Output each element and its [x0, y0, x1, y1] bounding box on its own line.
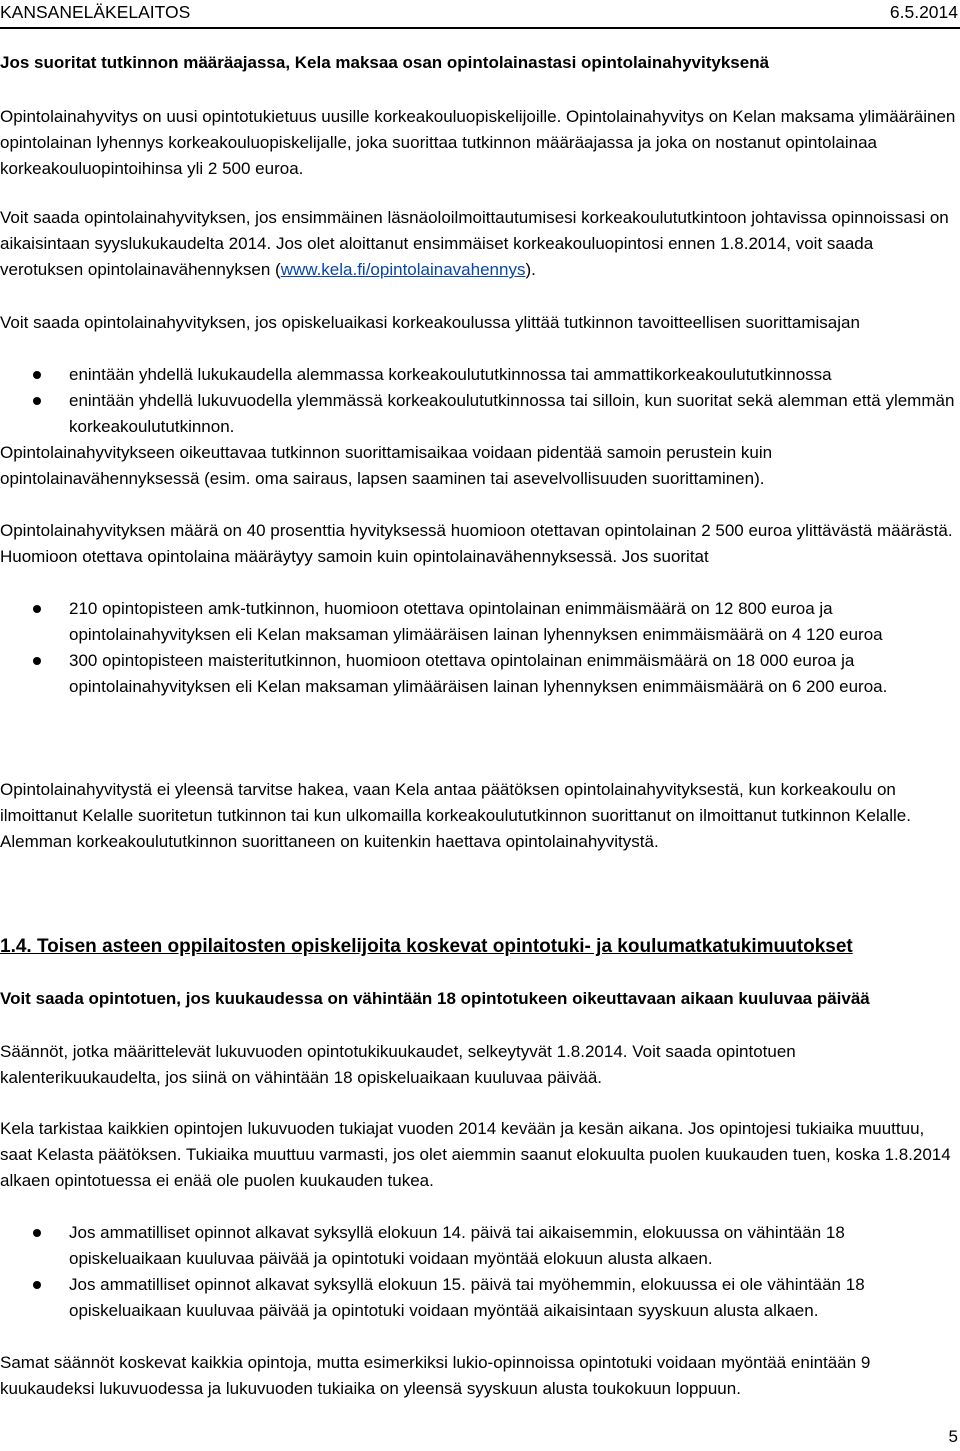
bullet-icon	[33, 397, 41, 405]
bullet-list-amounts	[0, 596, 958, 700]
bullet-icon	[33, 605, 41, 613]
header-organization: KANSANELÄKELAITOS	[0, 2, 191, 22]
paragraph-loan-credit-intro: Opintolainahyvitys on uusi opintotukietuus uusille korkeakouluopiskelijoille. Opintolainahyvitys on Kelan maksama ylimääräinen opintolainan lyhennys korkeakouluopiskelijalle, joka suorittaa tutkinnon määräajassa ja joka on nostanut opintolainaa korkeakouluopintoihinsa yli 2 500 euroa.	[0, 107, 956, 178]
bullet-list-study-time	[0, 362, 958, 440]
list-item	[0, 362, 958, 388]
list-item	[0, 1272, 958, 1324]
paragraph-extension: Opintolainahyvitykseen oikeuttavaa tutkinnon suorittamisaikaa voidaan pidentää samoin perustein kuin opintolainavähennyksessä (esim. oma sairaus, lapsen saaminen tai asevelvollisuuden suorittaminen).	[0, 443, 773, 488]
list-item-text: enintään yhdellä lukuvuodella ylemmässä korkeakoulututkinnossa tai silloin, kun suoritat sekä alemman että ylemmän korkeakoulututkinnon.	[69, 391, 955, 436]
list-item-text: Jos ammatilliset opinnot alkavat syksyllä elokuun 14. päivä tai aikaisemmin, elokuussa on vähintään 18 opiskeluaikaan kuuluvaa päivää ja opintotuki voidaan myöntää elokuun alusta alkaen.	[69, 1223, 845, 1268]
list-item	[0, 648, 958, 700]
paragraph-decision: Opintolainahyvitystä ei yleensä tarvitse hakea, vaan Kela antaa päätöksen opintolainahyvityksestä, kun korkeakoulu on ilmoittanut Kelalle suoritetun tutkinnon tai kun ulkomailla korkeakoulututkinnon suorittanut on ilmoittanut tutkinnon Kelalle. Alemman korkeakoulututkinnon suorittaneen on kuitenkin haettava opintolainahyvitystä.	[0, 780, 911, 851]
section-subtitle-18-days: Voit saada opintotuen, jos kuukaudessa on vähintään 18 opintotukeen oikeuttavaan aikaan kuuluvaa päivää	[0, 989, 870, 1008]
paragraph-kela-check: Kela tarkistaa kaikkien opintojen lukuvuoden tukiajat vuoden 2014 kevään ja kesän aikana. Jos opintojesi tukiaika muuttuu, saat Kelasta päätöksen. Tukiaika muuttuu varmasti, jos olet aiemmin saanut elokuulta puolen kuukauden tuen, koska 1.8.2014 alkaen opintotuessa ei enää ole puolen kuukauden tukea.	[0, 1119, 951, 1190]
list-item	[0, 1220, 958, 1272]
section-title-loan-credit: Jos suoritat tutkinnon määräajassa, Kela maksaa osan opintolainastasi opintolainahyvityksenä	[0, 53, 770, 72]
section-heading-1-4: 1.4. Toisen asteen oppilaitosten opiskelijoita koskevat opintotuki- ja koulumatkatukimuutokset	[0, 936, 853, 957]
bullet-icon	[33, 1229, 41, 1237]
header-rule	[0, 27, 960, 29]
list-item-text: 210 opintopisteen amk-tutkinnon, huomioon otettava opintolainan enimmäismäärä on 12 800 euroa ja opintolainahyvityksen eli Kelan maksaman ylimääräisen lainan lyhennyksen enimmäismäärä on 4 120 euroa	[69, 599, 883, 644]
page-header	[0, 2, 960, 28]
list-item	[0, 596, 958, 648]
header-date: 6.5.2014	[889, 2, 958, 22]
list-item-text: enintään yhdellä lukukaudella alemmassa korkeakoulututkinnossa tai ammattikorkeakoulututkinnossa	[69, 365, 832, 384]
paragraph-study-time: Voit saada opintolainahyvityksen, jos opiskeluaikasi korkeakoulussa ylittää tutkinnon tavoitteellisen suorittamisajan	[0, 313, 860, 332]
paragraph-loan-credit-eligibility	[0, 205, 958, 283]
kela-link[interactable]: www.kela.fi/opintolainavahennys	[280, 260, 526, 279]
page-number: 5	[948, 1427, 958, 1446]
bullet-list-vocational	[0, 1220, 958, 1324]
paragraph-rules: Säännöt, jotka määrittelevät lukuvuoden opintotukikuukaudet, selkeytyvät 1.8.2014. Voit saada opintotuen kalenterikuukaudelta, jos siinä on vähintään 18 opiskeluaikaan kuuluvaa päivää.	[0, 1042, 796, 1087]
bullet-icon	[33, 657, 41, 665]
list-item-text: 300 opintopisteen maisteritutkinnon, huomioon otettava opintolainan enimmäismäärä on 18 000 euroa ja opintolainahyvityksen eli Kelan maksaman ylimääräisen lainan lyhennyksen enimmäismäärä on 6 200 euroa.	[69, 651, 888, 696]
list-item	[0, 388, 958, 440]
list-item-text: Jos ammatilliset opinnot alkavat syksyllä elokuun 15. päivä tai myöhemmin, elokuussa ei ole vähintään 18 opiskeluaikaan kuuluvaa päivää ja opintotuki voidaan myöntää aikaisintaan syyskuun alusta alkaen.	[69, 1275, 865, 1320]
paragraph-end: ).	[525, 260, 536, 279]
paragraph-same-rules: Samat säännöt koskevat kaikkia opintoja, mutta esimerkiksi lukio-opinnoissa opintotuki voidaan myöntää enintään 9 kuukaudeksi lukuvuodessa ja lukuvuoden tukiaika on yleensä syyskuun alusta toukokuun loppuun.	[0, 1353, 871, 1398]
paragraph-text: Voit saada opintolainahyvityksen, jos ensimmäinen läsnäoloilmoittautumisesi korkeakoulututkintoon johtavissa opinnoissasi on aikaisintaan syyslukukaudelta 2014. Jos olet aloittanut ensimmäiset korkeakouluopintosi ennen 1.8.2014, voit saada verotuksen opintolainavähennyksen (	[0, 208, 949, 279]
bullet-icon	[33, 1281, 41, 1289]
bullet-icon	[33, 371, 41, 379]
paragraph-amount: Opintolainahyvityksen määrä on 40 prosenttia hyvityksessä huomioon otettavan opintolainan 2 500 euroa ylittävästä määrästä. Huomioon otettava opintolaina määräytyy samoin kuin opintolainavähennyksessä. Jos suoritat	[0, 521, 953, 566]
